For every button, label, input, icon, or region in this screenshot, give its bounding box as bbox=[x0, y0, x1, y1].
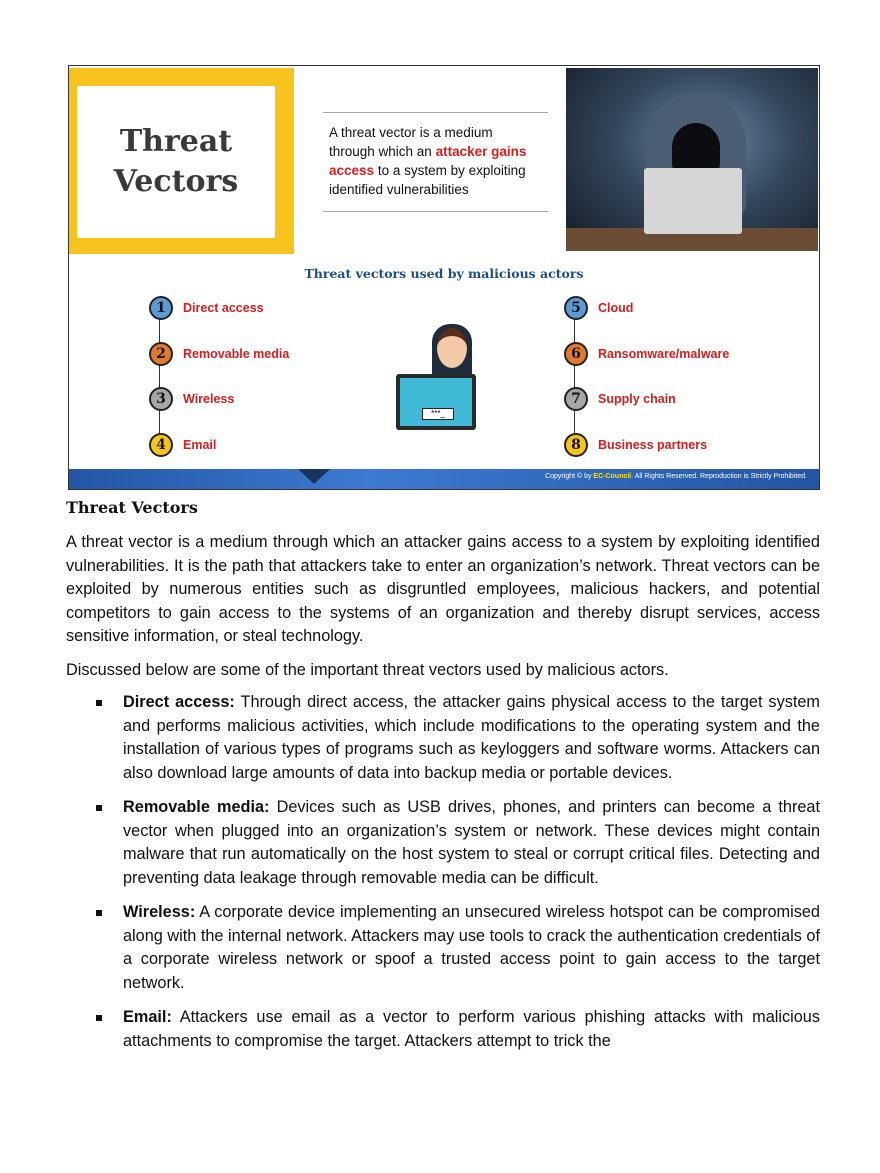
vector-item bbox=[149, 342, 289, 366]
title-line-2: Vectors bbox=[113, 164, 239, 199]
slide-title bbox=[77, 86, 275, 238]
number-badge: 4 bbox=[149, 433, 173, 457]
number-badge: 5 bbox=[564, 296, 588, 320]
bullet-term: Removable media: bbox=[123, 798, 270, 816]
vector-item bbox=[149, 433, 216, 457]
list-item bbox=[96, 1006, 820, 1053]
title-line-1: Threat bbox=[119, 124, 233, 159]
bullet-text: Attackers use email as a vector to perform various phishing attacks with malicious attachments to compromise the target. Attackers attempt to trick the bbox=[123, 1008, 820, 1050]
copyright-pre: Copyright © by bbox=[545, 473, 594, 480]
vector-label: Email bbox=[183, 438, 217, 452]
password-field: ***_ bbox=[422, 408, 454, 420]
slide-subtitle: Threat vectors used by malicious actors bbox=[304, 266, 584, 281]
vector-label: Supply chain bbox=[598, 392, 676, 406]
monitor-icon bbox=[396, 374, 476, 430]
bullet-term: Wireless: bbox=[123, 903, 196, 921]
connector-line-left bbox=[159, 318, 160, 443]
intro-paragraph: A threat vector is a medium through which an attacker gains access to a system by exploiting identified vulnerabilities. It is the path that attackers take to enter an organization’s network. Threat vectors can be exploited by numerous entities such as disgruntled employees, malicious hackers, and potential competitors to gain access to the systems of an organization and thereby disrupt services, access sensitive information, or steal technology. bbox=[66, 533, 820, 645]
list-item bbox=[96, 796, 820, 890]
hacker-head bbox=[437, 328, 467, 368]
bullet-term: Email: bbox=[123, 1008, 172, 1026]
vector-item bbox=[149, 296, 264, 320]
number-badge: 8 bbox=[564, 433, 588, 457]
slide-image bbox=[68, 65, 820, 490]
title-frame bbox=[69, 68, 294, 254]
laptop-icon bbox=[644, 168, 742, 234]
bullet-term: Direct access: bbox=[123, 693, 235, 711]
vector-item bbox=[564, 387, 676, 411]
list-item bbox=[96, 691, 820, 785]
copyright-post: . All Rights Reserved. Reproduction is Strictly Prohibited. bbox=[631, 473, 807, 480]
vector-list bbox=[96, 691, 820, 1064]
definition-text: A threat vector is a medium through which an bbox=[329, 125, 493, 159]
definition-box bbox=[323, 112, 548, 212]
number-badge: 2 bbox=[149, 342, 173, 366]
vector-item bbox=[564, 342, 729, 366]
bullet-text: Devices such as USB drives, phones, and printers can become a threat vector when plugged into an organization’s system or network. These devices might contain malware that run automatically on the host system to steal or corrupt critical files. Detecting and preventing data leakage through removable media can be difficult. bbox=[123, 798, 820, 887]
hacker-photo bbox=[566, 68, 818, 251]
footer-triangle bbox=[298, 469, 330, 484]
vector-label: Cloud bbox=[598, 301, 634, 315]
vector-item bbox=[564, 296, 633, 320]
copyright bbox=[545, 473, 807, 480]
definition-highlight: attacker gains access bbox=[329, 144, 527, 178]
section-heading: Threat Vectors bbox=[66, 498, 198, 517]
list-item bbox=[96, 901, 820, 995]
definition-text-end: to a system by exploiting identified vulnerabilities bbox=[329, 163, 526, 197]
connector-line-right bbox=[574, 318, 575, 443]
number-badge: 1 bbox=[149, 296, 173, 320]
number-badge: 6 bbox=[564, 342, 588, 366]
vector-label: Direct access bbox=[183, 301, 264, 315]
bullet-text: A corporate device implementing an unsecured wireless hotspot can be compromised along with the internal network. Attackers may use tools to crack the authentication credentials of a corporate wireless network or spoof a trusted access point to gain access to the target network. bbox=[123, 903, 820, 992]
vector-label: Ransomware/malware bbox=[598, 347, 730, 361]
vector-label: Removable media bbox=[183, 347, 290, 361]
copyright-brand: EC-Council bbox=[593, 473, 632, 480]
bullet-text: Through direct access, the attacker gains physical access to the target system and performs malicious activities, which include modifications to the operating system and the installation of various types of programs such as keyloggers and software worms. Attackers can also download large amounts of data into backup media or portable devices. bbox=[123, 693, 820, 782]
number-badge: 7 bbox=[564, 387, 588, 411]
intro-paragraph-2: Discussed below are some of the important threat vectors used by malicious actors. bbox=[66, 661, 669, 679]
vector-item bbox=[564, 433, 707, 457]
vector-item bbox=[149, 387, 234, 411]
vector-label: Wireless bbox=[183, 392, 235, 406]
vector-label: Business partners bbox=[598, 438, 708, 452]
number-badge: 3 bbox=[149, 387, 173, 411]
